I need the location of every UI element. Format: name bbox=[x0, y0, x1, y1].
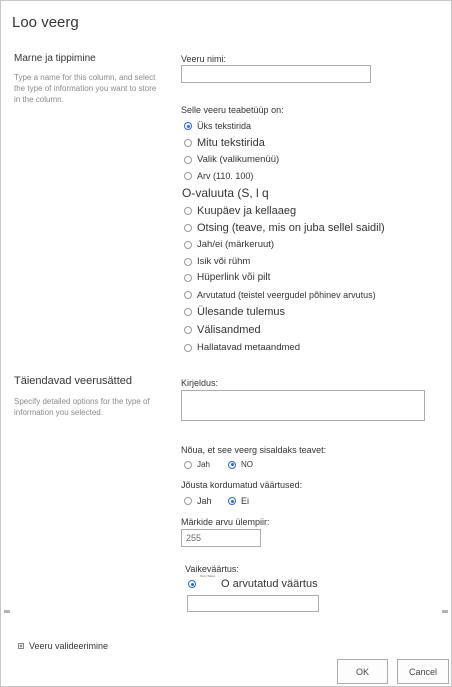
radio-selected-icon bbox=[228, 461, 236, 469]
default-value-label: Vaikeväärtus: bbox=[185, 564, 239, 574]
unique-no-label: Ei bbox=[241, 496, 250, 506]
default-text-option-label: Text (Tekst) bbox=[200, 574, 216, 578]
require-yes-label: Jah bbox=[197, 460, 210, 469]
radio-icon bbox=[184, 172, 192, 180]
scroll-left-arrow[interactable] bbox=[4, 610, 10, 613]
unique-yes-option[interactable] bbox=[184, 496, 212, 506]
type-option-number[interactable] bbox=[184, 171, 253, 181]
radio-icon bbox=[184, 274, 192, 282]
name-type-section-title: Marne ja tippimine bbox=[14, 53, 96, 64]
radio-icon bbox=[184, 461, 192, 469]
type-option-hyperlink[interactable] bbox=[184, 272, 270, 283]
type-option-label: Välisandmed bbox=[197, 324, 261, 336]
type-option-managed-metadata[interactable] bbox=[184, 342, 300, 353]
type-option-task-outcome[interactable] bbox=[184, 306, 285, 318]
type-option-label: Valik (valikumenüü) bbox=[197, 154, 280, 165]
description-textarea[interactable] bbox=[181, 390, 425, 421]
radio-icon bbox=[184, 291, 192, 299]
unique-no-option[interactable] bbox=[228, 496, 249, 506]
type-option-calculated[interactable] bbox=[184, 290, 376, 300]
type-option-single-line[interactable] bbox=[184, 121, 251, 131]
max-length-label: Märkide arvu ülempiir: bbox=[181, 517, 270, 527]
column-name-input[interactable] bbox=[181, 65, 371, 83]
type-option-label: Kuupäev ja kellaaeg bbox=[197, 205, 297, 217]
default-calculated-label: O arvutatud väärtus bbox=[221, 578, 318, 590]
type-option-choice[interactable] bbox=[184, 154, 279, 165]
radio-selected-icon bbox=[188, 580, 196, 588]
type-option-label: Hallatavad metaandmed bbox=[197, 342, 300, 353]
type-option-label: Mitu tekstirida bbox=[197, 137, 265, 149]
type-option-label: Arv (110. 100) bbox=[197, 171, 254, 181]
expand-plus-icon bbox=[18, 643, 24, 649]
type-option-label: Jah/ei (märkeruut) bbox=[197, 239, 275, 250]
require-no-option[interactable] bbox=[228, 460, 253, 469]
type-option-label: Otsing (teave, mis on juba sellel saidil) bbox=[197, 222, 385, 234]
radio-icon bbox=[184, 308, 192, 316]
column-type-label: Selle veeru teabetüüp on: bbox=[181, 105, 284, 115]
radio-icon bbox=[184, 344, 192, 352]
type-option-lookup[interactable] bbox=[184, 222, 385, 234]
name-type-section-description: Type a name for this column, and select the type of information you want to store in the column. bbox=[14, 73, 157, 104]
require-no-label: NO bbox=[241, 460, 253, 469]
type-option-date-time[interactable] bbox=[184, 205, 296, 217]
require-info-label: Nõua, et see veerg sisaldaks teavet: bbox=[181, 445, 327, 455]
cancel-button[interactable]: Cancel bbox=[397, 659, 449, 684]
type-option-person-group[interactable] bbox=[184, 256, 250, 267]
radio-icon bbox=[184, 241, 192, 249]
type-option-label: Arvutatud (teistel veergudel põhinev arvutus) bbox=[197, 290, 376, 300]
type-option-multi-line[interactable] bbox=[184, 137, 265, 149]
radio-icon bbox=[184, 326, 192, 334]
type-option-currency[interactable] bbox=[182, 186, 269, 200]
column-validation-toggle[interactable] bbox=[18, 641, 108, 651]
type-option-label: Üks tekstirida bbox=[197, 121, 252, 131]
radio-icon bbox=[184, 497, 192, 505]
unique-yes-label: Jah bbox=[197, 496, 212, 506]
unique-values-label: Jõusta kordumatud väärtused: bbox=[181, 480, 303, 490]
additional-settings-description: Specify detailed options for the type of information you selected. bbox=[14, 397, 150, 417]
radio-icon bbox=[184, 156, 192, 164]
type-option-external-data[interactable] bbox=[184, 324, 261, 336]
radio-selected-icon bbox=[228, 497, 236, 505]
type-option-label: Ülesande tulemus bbox=[197, 306, 286, 318]
ok-button[interactable]: OK bbox=[337, 659, 388, 684]
radio-icon bbox=[184, 258, 192, 266]
radio-icon bbox=[184, 139, 192, 147]
type-option-label: Hüperlink või pilt bbox=[197, 272, 271, 283]
require-yes-option[interactable] bbox=[184, 460, 210, 469]
description-label: Kirjeldus: bbox=[181, 378, 219, 388]
type-option-yes-no[interactable] bbox=[184, 239, 274, 250]
default-value-input[interactable] bbox=[187, 595, 319, 612]
radio-icon bbox=[184, 224, 192, 232]
radio-icon bbox=[184, 207, 192, 215]
column-validation-label: Veeru valideerimine bbox=[29, 641, 109, 651]
max-length-input[interactable]: 255 bbox=[181, 529, 261, 547]
column-name-label: Veeru nimi: bbox=[181, 54, 227, 64]
radio-selected-icon bbox=[184, 122, 192, 130]
scroll-right-arrow[interactable] bbox=[442, 610, 448, 613]
default-calculated-option[interactable] bbox=[188, 574, 318, 590]
type-option-label: O-valuuta (S, l q bbox=[182, 186, 269, 200]
dialog-title: Loo veerg bbox=[12, 14, 79, 31]
additional-settings-title: Täiendavad veerusätted bbox=[14, 375, 133, 387]
type-option-label: Isik või rühm bbox=[197, 256, 251, 267]
